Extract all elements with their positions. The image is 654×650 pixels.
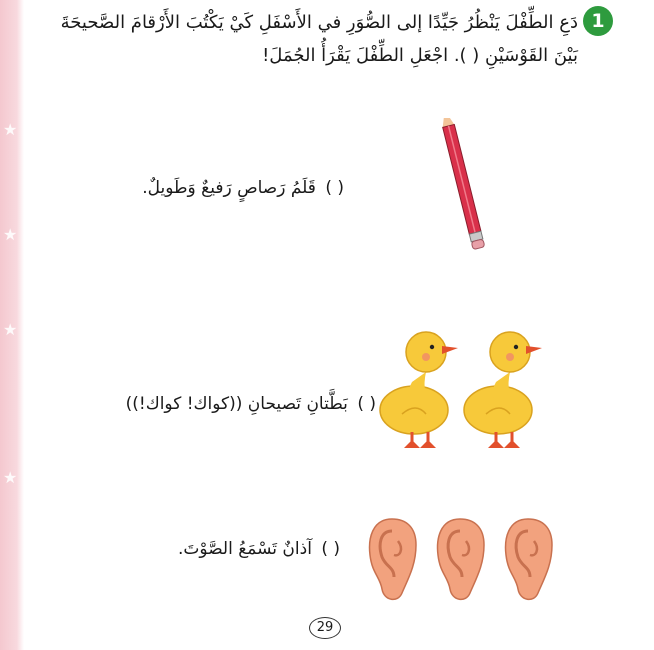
- sentence-row: [142, 178, 344, 198]
- decorative-side-band: [0, 0, 24, 650]
- duck-icon: [458, 322, 548, 452]
- star-icon: ★: [3, 468, 18, 487]
- sentence-row: [126, 394, 376, 414]
- duck-icon: [374, 322, 464, 452]
- answer-parentheses[interactable]: ( ): [325, 178, 344, 198]
- ear-icon: [432, 515, 488, 605]
- answer-parentheses[interactable]: ( ): [357, 394, 376, 414]
- sentence-row: [178, 539, 340, 559]
- exercise-number-badge: 1: [583, 6, 613, 36]
- star-icon: ★: [3, 320, 18, 339]
- star-icon: ★: [3, 120, 18, 139]
- ear-icon: [500, 515, 556, 605]
- answer-parentheses[interactable]: ( ): [321, 539, 340, 559]
- ear-icon: [364, 515, 420, 605]
- star-icon: ★: [3, 225, 18, 244]
- sentence-text: آذانٌ تَسْمَعُ الصَّوْتَ.: [178, 539, 312, 559]
- pencil-icon: [440, 118, 488, 258]
- exercise-instruction: دَعِ الطِّفْلَ يَنْظُرُ جَيِّدًا إلى الصُّوَرِ في الأَسْفَلِ كَيْ يَكْتُبَ الأَرْقامَ الصَّحيحَةَ بَيْنَ القَوْسَيْنِ ( ). اجْعَلِ الطِّفْلَ يَقْرَأُ الجُمَلَ!: [60, 12, 578, 66]
- sentence-text: بَطَّتانِ تَصيحانِ ((كواك! كواك!)): [125, 394, 348, 414]
- page-number: 29: [309, 617, 341, 639]
- sentence-text: قَلَمُ رَصاصٍ رَفيعٌ وَطَويلٌ.: [142, 178, 316, 198]
